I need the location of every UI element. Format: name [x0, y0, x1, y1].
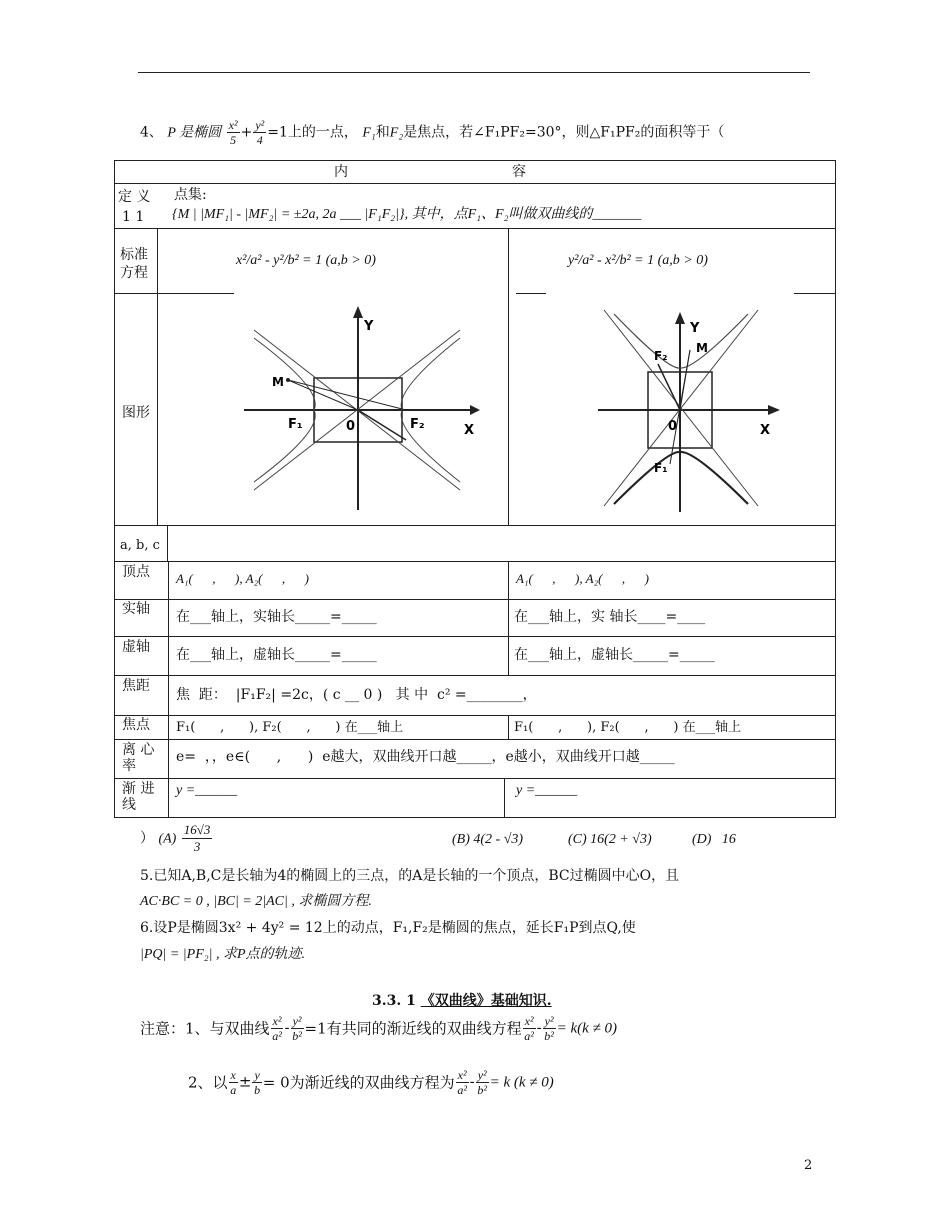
q4-prefix: 4、 — [140, 124, 163, 141]
fig-left-y-label: Y — [364, 319, 374, 334]
q5-line-1: 5.已知A,B,C是长轴为4的椭圆上的三点，的A是长轴的一个顶点，BC过椭圆中心O，且 — [140, 868, 680, 884]
std-label: 标准方程 — [120, 247, 148, 281]
note1-frac-3: $\frac{\text{x²}}{\text{a²}}$ — [524, 1014, 534, 1043]
fig-label: 图形 — [122, 405, 150, 421]
foci-right: F₁( , ), F₂( , ) 在___轴上 — [514, 720, 742, 735]
q4-options — [140, 822, 213, 855]
def-content-a: 点集: — [174, 187, 207, 203]
fig-right-f1: F₁ — [654, 461, 668, 475]
q4-f2: F₂ — [389, 125, 404, 141]
fig-right-x-label: X — [760, 423, 771, 438]
fig-left-f2: F₂ — [410, 417, 425, 432]
vertex-label: 顶点 — [122, 564, 150, 580]
fig-left-origin: 0 — [346, 419, 356, 434]
focal-distance-content: 焦 距： |F₁F₂| =2c，( c __ 0 ) 其 中 c² =________， — [176, 687, 537, 703]
vertex-left: A₁( , ), A₂( , ) — [176, 571, 310, 586]
eccentricity-content: e= ，，e∈( , ) e越大，双曲线开口越_____，e越小，双曲线开口越_____ — [176, 749, 675, 765]
real-axis-right: 在___轴上，实 轴长____=____ — [514, 609, 706, 625]
q4-option-b: (B) 4(2 - √3) — [452, 832, 524, 847]
q4-option-c: (C) 16(2 + √3) — [568, 832, 652, 847]
fig-right-origin: 0 — [668, 419, 678, 434]
hyperbola-x-figure — [244, 300, 484, 515]
focal-distance-label: 焦距 — [122, 678, 150, 694]
q4-text-a: P 是椭圆 — [167, 125, 222, 141]
note1-tail: = k(k ≠ 0) — [556, 1020, 617, 1037]
q4-text-c: 是焦点，若∠F₁PF₂=30°，则△F₁PF₂的面积等于（ — [403, 124, 725, 141]
fig-right-m-label: M — [696, 341, 708, 355]
q4-plus: + — [240, 124, 253, 141]
table-header-right: 容 — [512, 164, 526, 180]
note1-frac-2: $\frac{\text{y²}}{\text{b²}}$ — [292, 1014, 302, 1043]
note1-frac-4: $\frac{\text{y²}}{\text{b²}}$ — [544, 1014, 554, 1043]
hyperbola-table — [114, 160, 836, 818]
section-heading — [372, 990, 552, 1010]
table-header-left: 内 — [334, 164, 348, 180]
note2-frac-1: $\frac{x}{a}$ — [230, 1068, 237, 1097]
q5-line-2: AC·BC = 0 , |BC| = 2|AC| , 求椭圆方程. — [140, 894, 372, 909]
std-eq-right: y²/a² - x²/b² = 1 (a,b > 0) — [568, 253, 708, 268]
note2-mid: = 0为渐近线的双曲线方程为 — [262, 1073, 455, 1092]
abc-label: a, b, c — [120, 538, 160, 553]
q4-option-a-label: (A) — [158, 831, 177, 847]
eccentricity-label: 离 心率 — [122, 742, 155, 774]
q6-line-2: |PQ| = |PF₂| , 求P点的轨迹. — [140, 947, 306, 962]
note-1: 注意：1、与双曲线 $\frac{\text{x²}}{\text{a²}}$ - $\frac{\text{y²}}{\text{b²}}$ =1有共同的渐近线的双曲线方程 $\frac{\text{x²}}{\text{a²}}$ - $\frac{\text{y²}}{\text{b²}}$ = k(k ≠ 0) — [140, 1014, 617, 1043]
real-axis-left: 在___轴上，实轴长_____=_____ — [176, 609, 377, 625]
note1-prefix: 注意：1、与双曲线 — [140, 1019, 270, 1038]
hyperbola-y-figure — [598, 300, 788, 515]
q4-text-b: =1上的一点， — [267, 124, 358, 141]
note2-frac-4: $\frac{\text{y²}}{\text{b²}}$ — [477, 1068, 487, 1097]
q4-he: 和 — [375, 124, 390, 141]
fig-left-m-label: M — [272, 375, 284, 389]
q6-line-1: 6.设P是椭圆3x² + 4y² = 12上的动点，F₁,F₂是椭圆的焦点，延长F₁P到点Q,使 — [140, 920, 636, 936]
asymptote-left: y =______ — [176, 783, 238, 798]
q4-options-paren: ） — [140, 830, 154, 847]
imag-axis-left: 在___轴上，虚轴长_____=_____ — [176, 647, 377, 663]
fig-left-x-label: X — [464, 423, 475, 438]
q4-option-a-frac: $\frac{16√3}{3}$ — [183, 822, 211, 854]
page-number: 2 — [804, 1158, 813, 1173]
note1-mid: =1有共同的渐近线的双曲线方程 — [304, 1019, 522, 1038]
def-label-2: 1 1 — [122, 209, 145, 225]
note2-frac-2: $\frac{y}{b}$ — [254, 1068, 261, 1097]
foci-label: 焦点 — [122, 717, 150, 733]
note1-frac-1: $\frac{\text{x²}}{\text{a²}}$ — [272, 1014, 282, 1043]
q4-frac-1: $\frac{\text{x²}}{5}$ — [228, 118, 238, 147]
fig-right-f2: F₂ — [654, 349, 668, 363]
vertex-right: A₁( , ), A₂( , ) — [516, 571, 650, 586]
def-content-b: {M | |MF₁| - |MF₂| = ±2a, 2a ___ |F₁F₂|}, 其中，点F₁、F₂叫做双曲线的_______ — [172, 207, 642, 222]
std-eq-left: x²/a² - y²/b² = 1 (a,b > 0) — [236, 253, 376, 268]
imag-axis-right: 在___轴上，虚轴长_____=_____ — [514, 647, 715, 663]
asymptote-right: y =______ — [516, 783, 578, 798]
def-label-1: 定 义 — [118, 189, 151, 205]
imag-axis-label: 虚轴 — [122, 639, 150, 655]
q4-f1: F₁ — [362, 125, 376, 141]
section-number: 3.3. 1 — [372, 993, 416, 1009]
note2-tail: = k (k ≠ 0) — [489, 1074, 554, 1091]
note-2: 2、以 $\frac{x}{a}$ ± $\frac{y}{b}$ = 0为渐近线的双曲线方程为 $\frac{\text{x²}}{\text{a²}}$ - $\frac{\text{y²}}{\text{b²}}$ = k (k ≠ 0) — [188, 1068, 554, 1097]
fig-left-f1: F₁ — [288, 417, 303, 432]
q4-frac-2: $\frac{\text{y²}}{4}$ — [255, 118, 265, 147]
q4-option-d: (D) 16 — [692, 832, 736, 847]
section-title: 《双曲线》基础知识. — [420, 993, 552, 1009]
note2-prefix: 2、以 — [188, 1073, 228, 1092]
header-rule — [138, 72, 810, 73]
question-4 — [140, 118, 724, 147]
note2-frac-3: $\frac{\text{x²}}{\text{a²}}$ — [457, 1068, 467, 1097]
real-axis-label: 实轴 — [122, 601, 150, 617]
foci-left: F₁( , ), F₂( , ) 在___轴上 — [176, 720, 404, 735]
fig-right-y-label: Y — [690, 321, 700, 336]
asymptote-label: 渐 进线 — [122, 781, 155, 813]
